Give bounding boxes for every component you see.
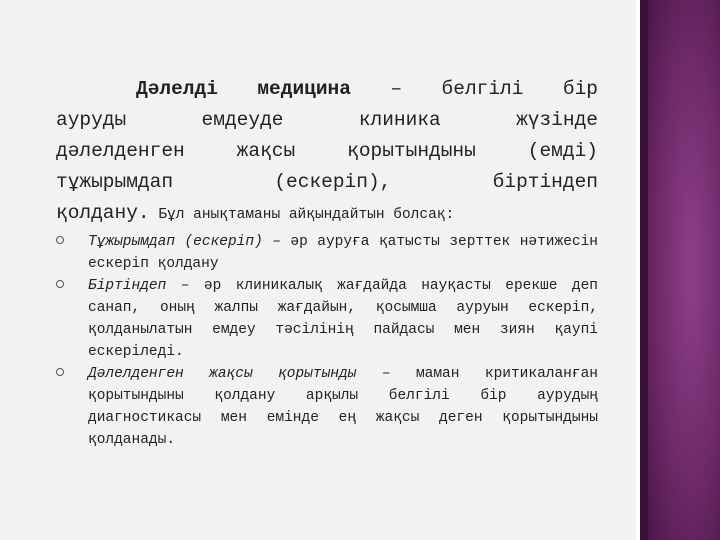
list-item — [56, 363, 598, 451]
definition-line-5 — [56, 198, 598, 231]
definition-line-5-small: Бұл анықтаманы айқындайтын болсақ: — [149, 207, 455, 223]
circle-bullet-icon — [56, 368, 64, 376]
decorative-side-panel — [648, 0, 720, 540]
list-item-term: Тұжырымдап (ескеріп) — [88, 234, 263, 250]
list-item — [56, 231, 598, 275]
definition-paragraph — [56, 74, 598, 231]
definition-list — [56, 231, 598, 451]
definition-title: Дәлелді медицина — [136, 78, 351, 100]
list-item-term: Біртіндеп — [88, 278, 167, 294]
list-item-text: – әр ауруға қатысты зерттек нәтижесін ескеріп қолдану — [88, 234, 599, 272]
list-item — [56, 275, 598, 363]
list-item-text: – әр клиникалық жағдайда науқасты ерекше деп санап, оның жалпы жағдайын, қосымша ауруын ескеріп, қолданылатын емдеу тәсілінің пайдасы мен зиян қаупі ескеріледі. — [88, 278, 598, 360]
definition-line-3: дәлелденген жақсы қорытындыны (емді) — [56, 140, 598, 162]
circle-bullet-icon — [56, 236, 64, 244]
definition-line-5-big: қолдану. — [56, 202, 150, 224]
definition-line-4: тұжырымдап (ескеріп), біртіндеп — [56, 171, 598, 193]
circle-bullet-icon — [56, 280, 64, 288]
definition-line-1 — [56, 74, 598, 105]
definition-line-1-rest: белгілі бір — [441, 78, 598, 100]
definition-dash: – — [350, 78, 442, 100]
definition-line-2: ауруды емдеуде клиника жүзінде — [56, 109, 598, 131]
list-item-term: Дәлелденген жақсы қорытынды — [88, 366, 357, 382]
divider-stripe-dark — [640, 0, 648, 540]
slide-content — [56, 74, 598, 451]
list-item-text: – маман критикаланған қорытындыны қолдану арқылы белгілі бір аурудың диагностикасы мен емінде ең жақсы деген қорытындыны қолданады. — [88, 366, 598, 448]
